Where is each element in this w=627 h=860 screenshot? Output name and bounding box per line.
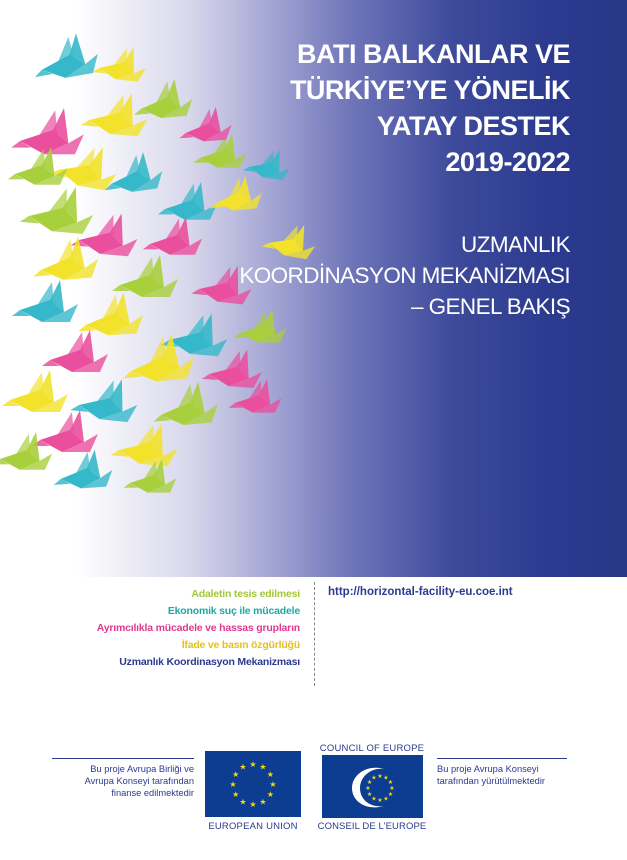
svg-text:★: ★: [239, 762, 247, 772]
council-of-europe-logo: [322, 755, 423, 818]
implementation-line: Bu proje Avrupa Konseyi: [437, 764, 539, 774]
subtitle-line: – GENEL BAKIŞ: [411, 294, 570, 319]
svg-text:★: ★: [365, 785, 371, 792]
theme-economic-crime: Ekonomik suç ile mücadele: [167, 605, 300, 617]
report-title: [240, 36, 570, 180]
svg-text:★: ★: [371, 774, 377, 782]
funding-statement: [52, 758, 194, 799]
theme-list: [97, 586, 300, 671]
svg-text:★: ★: [383, 795, 389, 803]
theme-expertise-coordination: Uzmanlık Koordinasyon Mekanizması: [119, 656, 300, 668]
origami-bird: [131, 78, 193, 121]
funding-line: finanse edilmektedir: [111, 788, 194, 798]
svg-text:★: ★: [366, 791, 373, 798]
implementation-line: tarafından yürütülmektedir: [437, 776, 546, 786]
origami-bird: [29, 30, 101, 83]
origami-bird: [11, 108, 84, 154]
theme-freedom-of-expression: İfade ve basın özgürlüğü: [181, 639, 300, 651]
svg-text:★: ★: [266, 770, 274, 779]
svg-text:★: ★: [366, 779, 373, 786]
origami-bird: [143, 217, 202, 255]
origami-bird: [52, 448, 114, 490]
origami-bird: [32, 410, 98, 452]
svg-text:★: ★: [387, 791, 394, 798]
eu-label: EUROPEAN UNION: [208, 821, 298, 832]
origami-bird: [207, 174, 263, 213]
title-line: YATAY DESTEK: [376, 111, 570, 141]
eu-flag-logo: [205, 751, 301, 817]
coe-label-en: COUNCIL OF EUROPE: [319, 743, 425, 754]
origami-bird: [19, 182, 95, 234]
origami-bird: [112, 255, 178, 297]
svg-text:★: ★: [232, 770, 240, 779]
origami-bird: [158, 182, 217, 220]
svg-text:★: ★: [389, 785, 395, 792]
svg-text:★: ★: [266, 790, 274, 799]
origami-bird: [42, 330, 108, 372]
coe-label-fr: CONSEIL DE L’EUROPE: [317, 821, 427, 832]
svg-text:★: ★: [229, 780, 237, 789]
funding-line: Bu proje Avrupa Birliği ve: [90, 764, 194, 774]
divider: [52, 758, 194, 759]
origami-bird: [100, 150, 164, 196]
svg-text:★: ★: [383, 774, 389, 782]
title-line: 2019-2022: [445, 147, 570, 177]
svg-text:★: ★: [269, 780, 277, 789]
svg-text:★: ★: [232, 790, 240, 799]
origami-bird: [76, 291, 145, 338]
origami-bird: [2, 370, 68, 412]
divider: [437, 758, 567, 759]
website-link[interactable]: http://horizontal-facility-eu.coe.int: [328, 586, 513, 598]
implementation-statement: [437, 758, 567, 787]
report-subtitle: [230, 229, 570, 322]
svg-text:★: ★: [377, 773, 383, 780]
origami-bird: [12, 280, 78, 322]
origami-bird: [0, 432, 52, 470]
svg-text:★: ★: [239, 797, 247, 807]
title-line: TÜRKİYE’YE YÖNELİK: [289, 75, 570, 105]
funding-line: Avrupa Konseyi tarafından: [84, 776, 194, 786]
svg-text:★: ★: [249, 800, 257, 809]
theme-anti-discrimination: Ayrımcılıkla mücadele ve hassas grupların: [96, 622, 300, 634]
title-line: BATI BALKANLAR VE: [297, 39, 570, 69]
svg-text:★: ★: [387, 779, 394, 786]
origami-bird: [92, 43, 148, 82]
svg-text:★: ★: [249, 760, 257, 769]
subtitle-line: UZMANLIK: [461, 232, 570, 257]
origami-bird: [110, 419, 179, 467]
origami-bird: [150, 380, 219, 428]
subtitle-line: KOORDİNASYON MEKANİZMASI: [239, 263, 570, 288]
svg-text:★: ★: [377, 797, 383, 804]
theme-justice: Adaletin tesis edilmesi: [191, 588, 300, 600]
svg-text:★: ★: [371, 795, 377, 803]
svg-text:★: ★: [259, 762, 267, 772]
svg-text:★: ★: [259, 797, 267, 807]
divider: [314, 582, 315, 686]
